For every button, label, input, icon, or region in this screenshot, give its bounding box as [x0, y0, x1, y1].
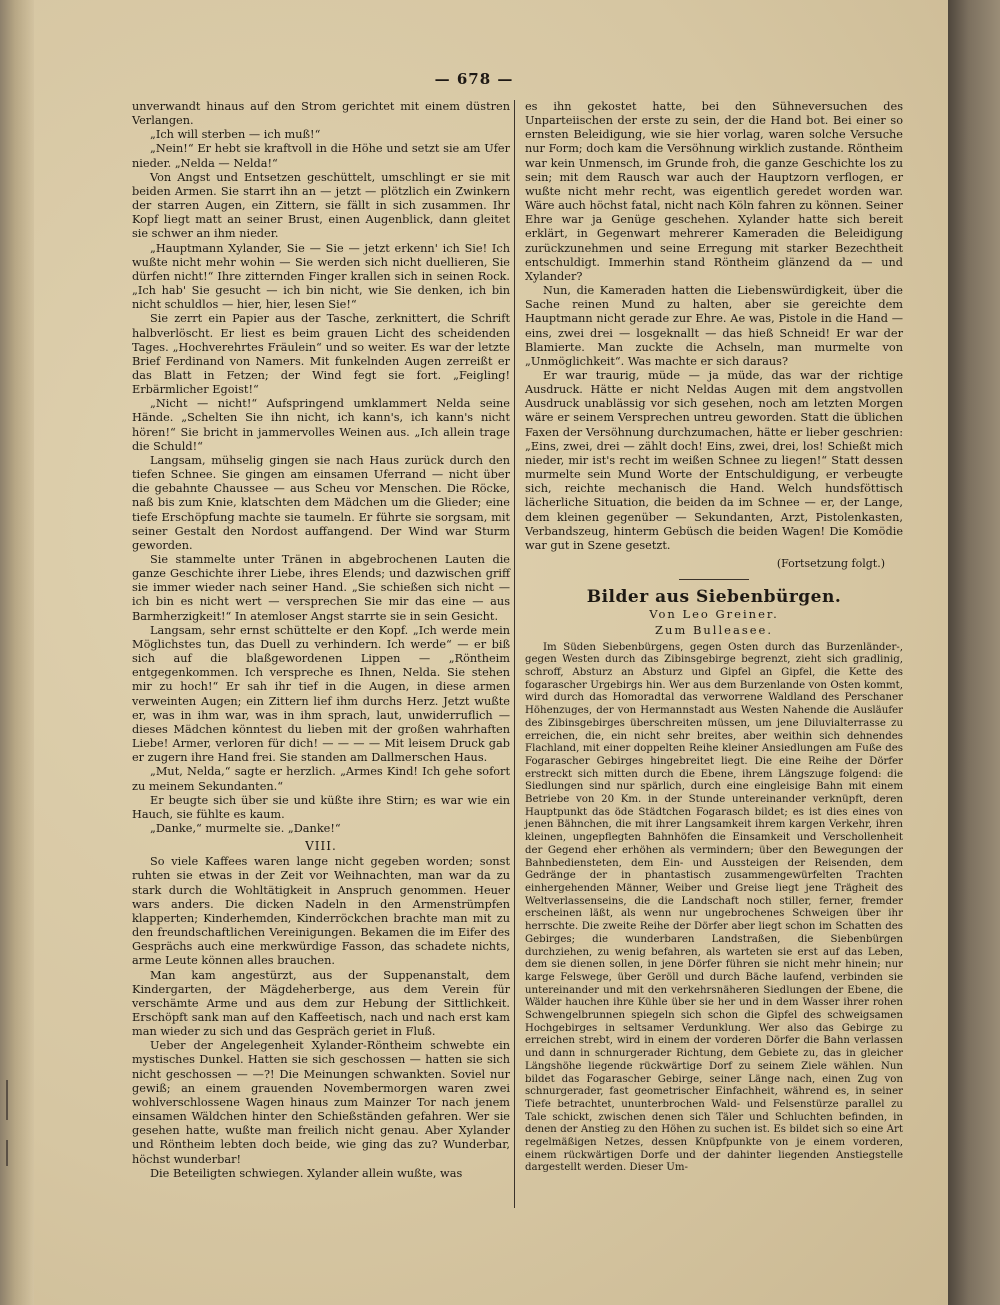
paragraph: „Nein!“ Er hebt sie kraftvoll in die Höhe und setzt sie am Ufer nieder. „Nelda — Nelda!“: [132, 142, 510, 170]
margin-mark: [6, 1140, 8, 1166]
paragraph: Ueber der Angelegenheit Xylander-Röntheim schwebte ein mystisches Dunkel. Hatten sie sich geschossen — hatten sie sich nicht geschossen — —?! Die Meinungen schwankten. Soviel nur gewiß; an einem grauenden Novembermorgen waren zwei wohlverschlossene Wagen hinaus zum Mainzer Tor nach jenem einsamen Wäldchen hinter den Schießständen gefahren. Wer sie gesehen hatte, wußte man freilich nicht genau. Aber Xylander und Röntheim lebten doch beide, wie ging das zu? Wunderbar, höchst wunderbar!: [132, 1039, 510, 1166]
article-title: Bilder aus Siebenbürgen.: [586, 587, 842, 608]
margin-mark: [6, 1080, 8, 1120]
paragraph: Nun, die Kameraden hatten die Liebenswürdigkeit, über die Sache reinen Mund zu halten, aber sie gereichte dem Hauptmann nicht gerade zur Ehre. Ae was, Pistole in die Hand — eins, zwei drei — losgeknallt — das hieß Schneid! Er war der Blamierte. Man zuckte die Achseln, man murmelte von „Unmöglichkeit“. Was machte er sich daraus?: [525, 284, 903, 368]
paragraph: Man kam angestürzt, aus der Suppenanstalt, dem Kindergarten, der Mägdeherberge, aus dem Verein für verschämte Arme und aus dem zur Hebung der Sittlichkeit. Erschöpft sank man auf den Kaffeetisch, nach und nach erst kam man wieder zu sich und das Gespräch geriet in Fluß.: [132, 968, 510, 1039]
paragraph: Er beugte sich über sie und küßte ihre Stirn; es war wie ein Hauch, sie fühlte es kaum.: [132, 793, 510, 821]
paragraph: Langsam, sehr ernst schüttelte er den Kopf. „Ich werde mein Möglichstes tun, das Duell zu verhindern. Ich werde“ — er biß sich auf die blaßgewordenen Lippen — „Röntheim entgegenkommen. Ich verspreche es Ihnen, Nelda. Sie stehen mir zu hoch!“ Er sah ihr tief in die Augen, in diese armen verweinten Augen; ein Zittern lief ihm durchs Herz. Jetzt wußte er, was in ihm war, was in ihm sprach, laut, unwiderruflich — dieses Mädchen könntest du lieben mit der großen wahrhaften Liebe! Armer, verloren für dich! — — — — Mit leisem Druck gab er zugern ihre Hand frei. Sie standen am Dallmerschen Haus.: [132, 623, 510, 765]
adjacent-page-edge: [948, 0, 1000, 1305]
left-column: [132, 100, 510, 1181]
paragraph: „Nicht — nicht!“ Aufspringend umklammert Nelda seine Hände. „Schelten Sie ihn nicht, ich kann's, ich kann's nicht hören!“ Sie bricht in jammervolles Weinen aus. „Ich allein trage die Schuld!“: [132, 397, 510, 453]
article-subheading: Zum Bulleasee.: [654, 623, 773, 638]
separator-rule: [679, 579, 749, 580]
paragraph: „Mut, Nelda,“ sagte er herzlich. „Armes Kind! Ich gehe sofort zu meinem Sekundanten.“: [132, 765, 510, 793]
paragraph: „Hauptmann Xylander, Sie — Sie — jetzt erkenn' ich Sie! Ich wußte nicht mehr wohin — Sie werden sich nicht duellieren, Sie dürfen nicht!“ Ihre zitternden Finger krallen sich in seinen Rock. „Ich hab' Sie gesucht — ich bin nicht, wie Sie denken, ich bin nicht schuldlos — hier, hier, lesen Sie!“: [132, 241, 510, 312]
paragraph: unverwandt hinaus auf den Strom gerichtet mit einem düstren Verlangen.: [132, 100, 510, 128]
section-heading: VIII.: [305, 839, 337, 854]
paragraph: Langsam, mühselig gingen sie nach Haus zurück durch den tiefen Schnee. Sie gingen am einsamen Uferrand — nicht über die gebahnte Chaussee — aus Scheu vor Menschen. Die Röcke, naß bis zum Knie, klatschten dem Mädchen um die Glieder; eine tiefe Erschöpfung machte sie taumeln. Er führte sie sorgsam, mit seiner Gestalt den Nordost auffangend. Der Wind war Sturm geworden.: [132, 453, 510, 552]
paragraph: „Ich will sterben — ich muß!“: [150, 128, 321, 142]
page-number: — 678 —: [434, 70, 514, 88]
column-divider: [514, 100, 515, 1208]
paragraph: Sie stammelte unter Tränen in abgebrochenen Lauten die ganze Geschichte ihrer Liebe, ihres Elends; und dazwischen griff sie immer wieder nach seiner Hand. „Sie schießen sich nicht — ich bin es nicht wert — versprechen Sie mir das eine — aus Barmherzigkeit!“ In atemloser Angst starrte sie in sein Gesicht.: [132, 553, 510, 623]
article-byline: Von Leo Greiner.: [649, 607, 779, 622]
paragraph: es ihn gekostet hatte, bei den Sühneversuchen des Unparteiischen der erste zu sein, der die Hand bot. Bei einer so ernsten Beleidigung, wie sie hier vorlag, waren solche Versuche nur Form; doch kam die Versöhnung wirklich zustande. Röntheim war kein Unmensch, im Grunde froh, die ganze Geschichte los zu sein; mit dem Rausch war auch der Hauptzorn verflogen, er wußte nicht mehr recht, was eigentlich geredet worden war. Wäre auch höchst fatal, nicht nach Köln fahren zu können. Seiner Ehre war ja Genüge geschehen. Xylander hatte sich bereit erklärt, in Gegenwart mehrerer Kameraden die Beleidigung zurückzunehmen und seine Erregung mit starker Bezechtheit entschuldigt. Immerhin stand Röntheim glänzend da — und Xylander?: [525, 100, 903, 283]
paragraph: So viele Kaffees waren lange nicht gegeben worden; sonst ruhten sie etwas in der Zeit vor Weihnachten, man war da zu stark durch die Wohltätigkeit in Anspruch genommen. Heuer wars anders. Die dicken Nadeln in den Armenstrümpfen klapperten; Kinderhemden, Kinderröckchen brachte man mit zu den freundschaftlichen Vereinigungen. Bekamen die im Eifer des Gesprächs auch eine merkwürdige Fasson, das schadete nichts, arme Leute können alles brauchen.: [132, 855, 510, 968]
paragraph: Er war traurig, müde — ja müde, das war der richtige Ausdruck. Hätte er nicht Neldas Augen mit dem angstvollen Ausdruck unablässig vor sich gesehen, noch am letzten Morgen wäre er seinem Versprechen untreu geworden. Statt die üblichen Faxen der Versöhnung durchzumachen, hätte er lieber geschrien: „Eins, zwei, drei — zählt doch! Eins, zwei, drei, los! Schießt mich nieder, mir ist's recht im weißen Schnee zu liegen!“ Statt dessen murmelte sein Mund Worte der Entschuldigung, er verbeugte sich, reichte mechanisch die Hand. Welch hundsföttisch lächerliche Situation, die beiden da im Schnee — er, der Lange, dem kleinen gegenüber — Sekundanten, Arzt, Pistolenkasten, Verbandszeug, hinterm Gebüsch die beiden Wagen! Die Komödie war gut in Szene gesetzt.: [525, 368, 903, 552]
paragraph: Sie zerrt ein Papier aus der Tasche, zerknittert, die Schrift halbverlöscht. Er liest es beim grauen Licht des scheidenden Tages. „Hochverehrtes Fräulein“ und so weiter. Es war der letzte Brief Ferdinand von Namers. Mit funkelnden Augen zerreißt er das Blatt in Fetzen; der Wind fegt sie fort. „Feigling! Erbärmlicher Egoist!“: [132, 312, 510, 397]
paragraph: Die Beteiligten schwiegen. Xylander allein wußte, was: [150, 1166, 463, 1180]
paragraph: Von Angst und Entsetzen geschüttelt, umschlingt er sie mit beiden Armen. Sie starrt ihn an — jetzt — plötzlich ein Zwinkern der starren Augen, ein Zittern, sie fällt in sich zusammen. Ihr Kopf liegt matt an seiner Brust, einen Augenblick, dann gleitet sie schwer an ihm nieder.: [132, 170, 510, 241]
paragraph: Im Süden Siebenbürgens, gegen Osten durch das Burzenländer-, gegen Westen durch das Zibinsgebirge begrenzt, zieht sich gradlinig, schroff, Absturz an Absturz und Gipfel an Gipfel, die Kette des fogarascher Urgebirgs hin. Wer aus dem Burzenlande von Osten kommt, wird durch das Homoradtal das verworrene Waldland des Perschaner Höhenzuges, der von Hermannstadt aus Westen Nahende die Ausläufer des Zibinsgebirges überschreiten müssen, um jene Diluvialterrasse zu erreichen, die, ein nicht sehr breites, aber weithin sich dehnendes Flachland, mit einer doppelten Reihe kleiner Ansiedlungen am Fuße des Fogarascher Gebirges hingebreitet liegt. Die eine Reihe der Dörfer erstreckt sich mitten durch die Ebene, ihrem Längszuge folgend: die Siedlungen sind nur spärlich, durch eine eingleisige Bahn mit einem Betriebe von 20 Km. in der Stunde untereinander verknüpft, deren Hauptpunkt das öde Städtchen Fogarasch bildet; es ist dies eines von jenen Bähnchen, die mit ihrer Langsamkeit ihrem kargen Verkehr, ihren kleinen, ungepflegten Bahnhöfen die Einsamkeit und Verschollenheit der Gegend eher erhöhen als vermindern; über den Bewegungen der Bahnbediensteten, dem Ein- und Aussteigen der Reisenden, dem Gedränge der in phantastisch zusammengewürfelten Trachten einhergehenden Männer, Weiber und Greise liegt jene Trägheit des Weltverlassenseins, die die Landschaft noch stiller, ferner, fremder erscheinen läßt, als wenn nur ungebrochenes Schweigen über ihr herrschte. Die zweite Reihe der Dörfer aber liegt schon im Schatten des Gebirges; die wunderbaren Landstraßen, die Siebenbürgen durchziehen, zu wenig befahren, als warteten sie erst auf das Leben, dem sie dienen sollen, in jene Dörfer führen sie nicht mehr hinein; nur karge Felswege, über Geröll und durch Bäche laufend, verbinden sie untereinander und mit den verkehrsnäheren Siedlungen der Ebene, die Wälder hauchen ihre Kühle über sie her und in dem Wasser ihrer rohen Schwengelbrunnen spiegeln sich schon die Gipfel des schweigsamen Hochgebirges in seltsamer Verdunklung. Wer also das Gebirge zu erreichen strebt, wird in einem der vorderen Dörfer die Bahn verlassen und dann in schnurgerader Richtung, dem Gebiete zu, das in gleicher Längshöhe liegende rückwärtige Dorf zu seinem Ziele wählen. Nun bildet das Fogarascher Gebirge, seiner Länge nach, einen Zug von schnurgerader, fast geometrischer Einfachheit, während es, in seiner Tiefe betrachtet, ununterbrochen Wald- und Felsenstürze parallel zu Tale schickt, zwischen denen sich Täler und Schluchten befinden, in denen der Anstieg zu den Höhen zu suchen ist. Es bildet sich so eine Art regelmäßigen Netzes, dessen Knüpfpunkte von je einem vorderen, einem rückwärtigen Dorfe und der dahinter liegenden Anstiegstelle dargestellt werden. Dieser Um-: [525, 641, 903, 1174]
paragraph: „Danke,“ murmelte sie. „Danke!“: [150, 821, 341, 835]
continuation-note: (Fortsetzung folgt.): [776, 557, 885, 570]
right-column: [525, 100, 903, 1175]
